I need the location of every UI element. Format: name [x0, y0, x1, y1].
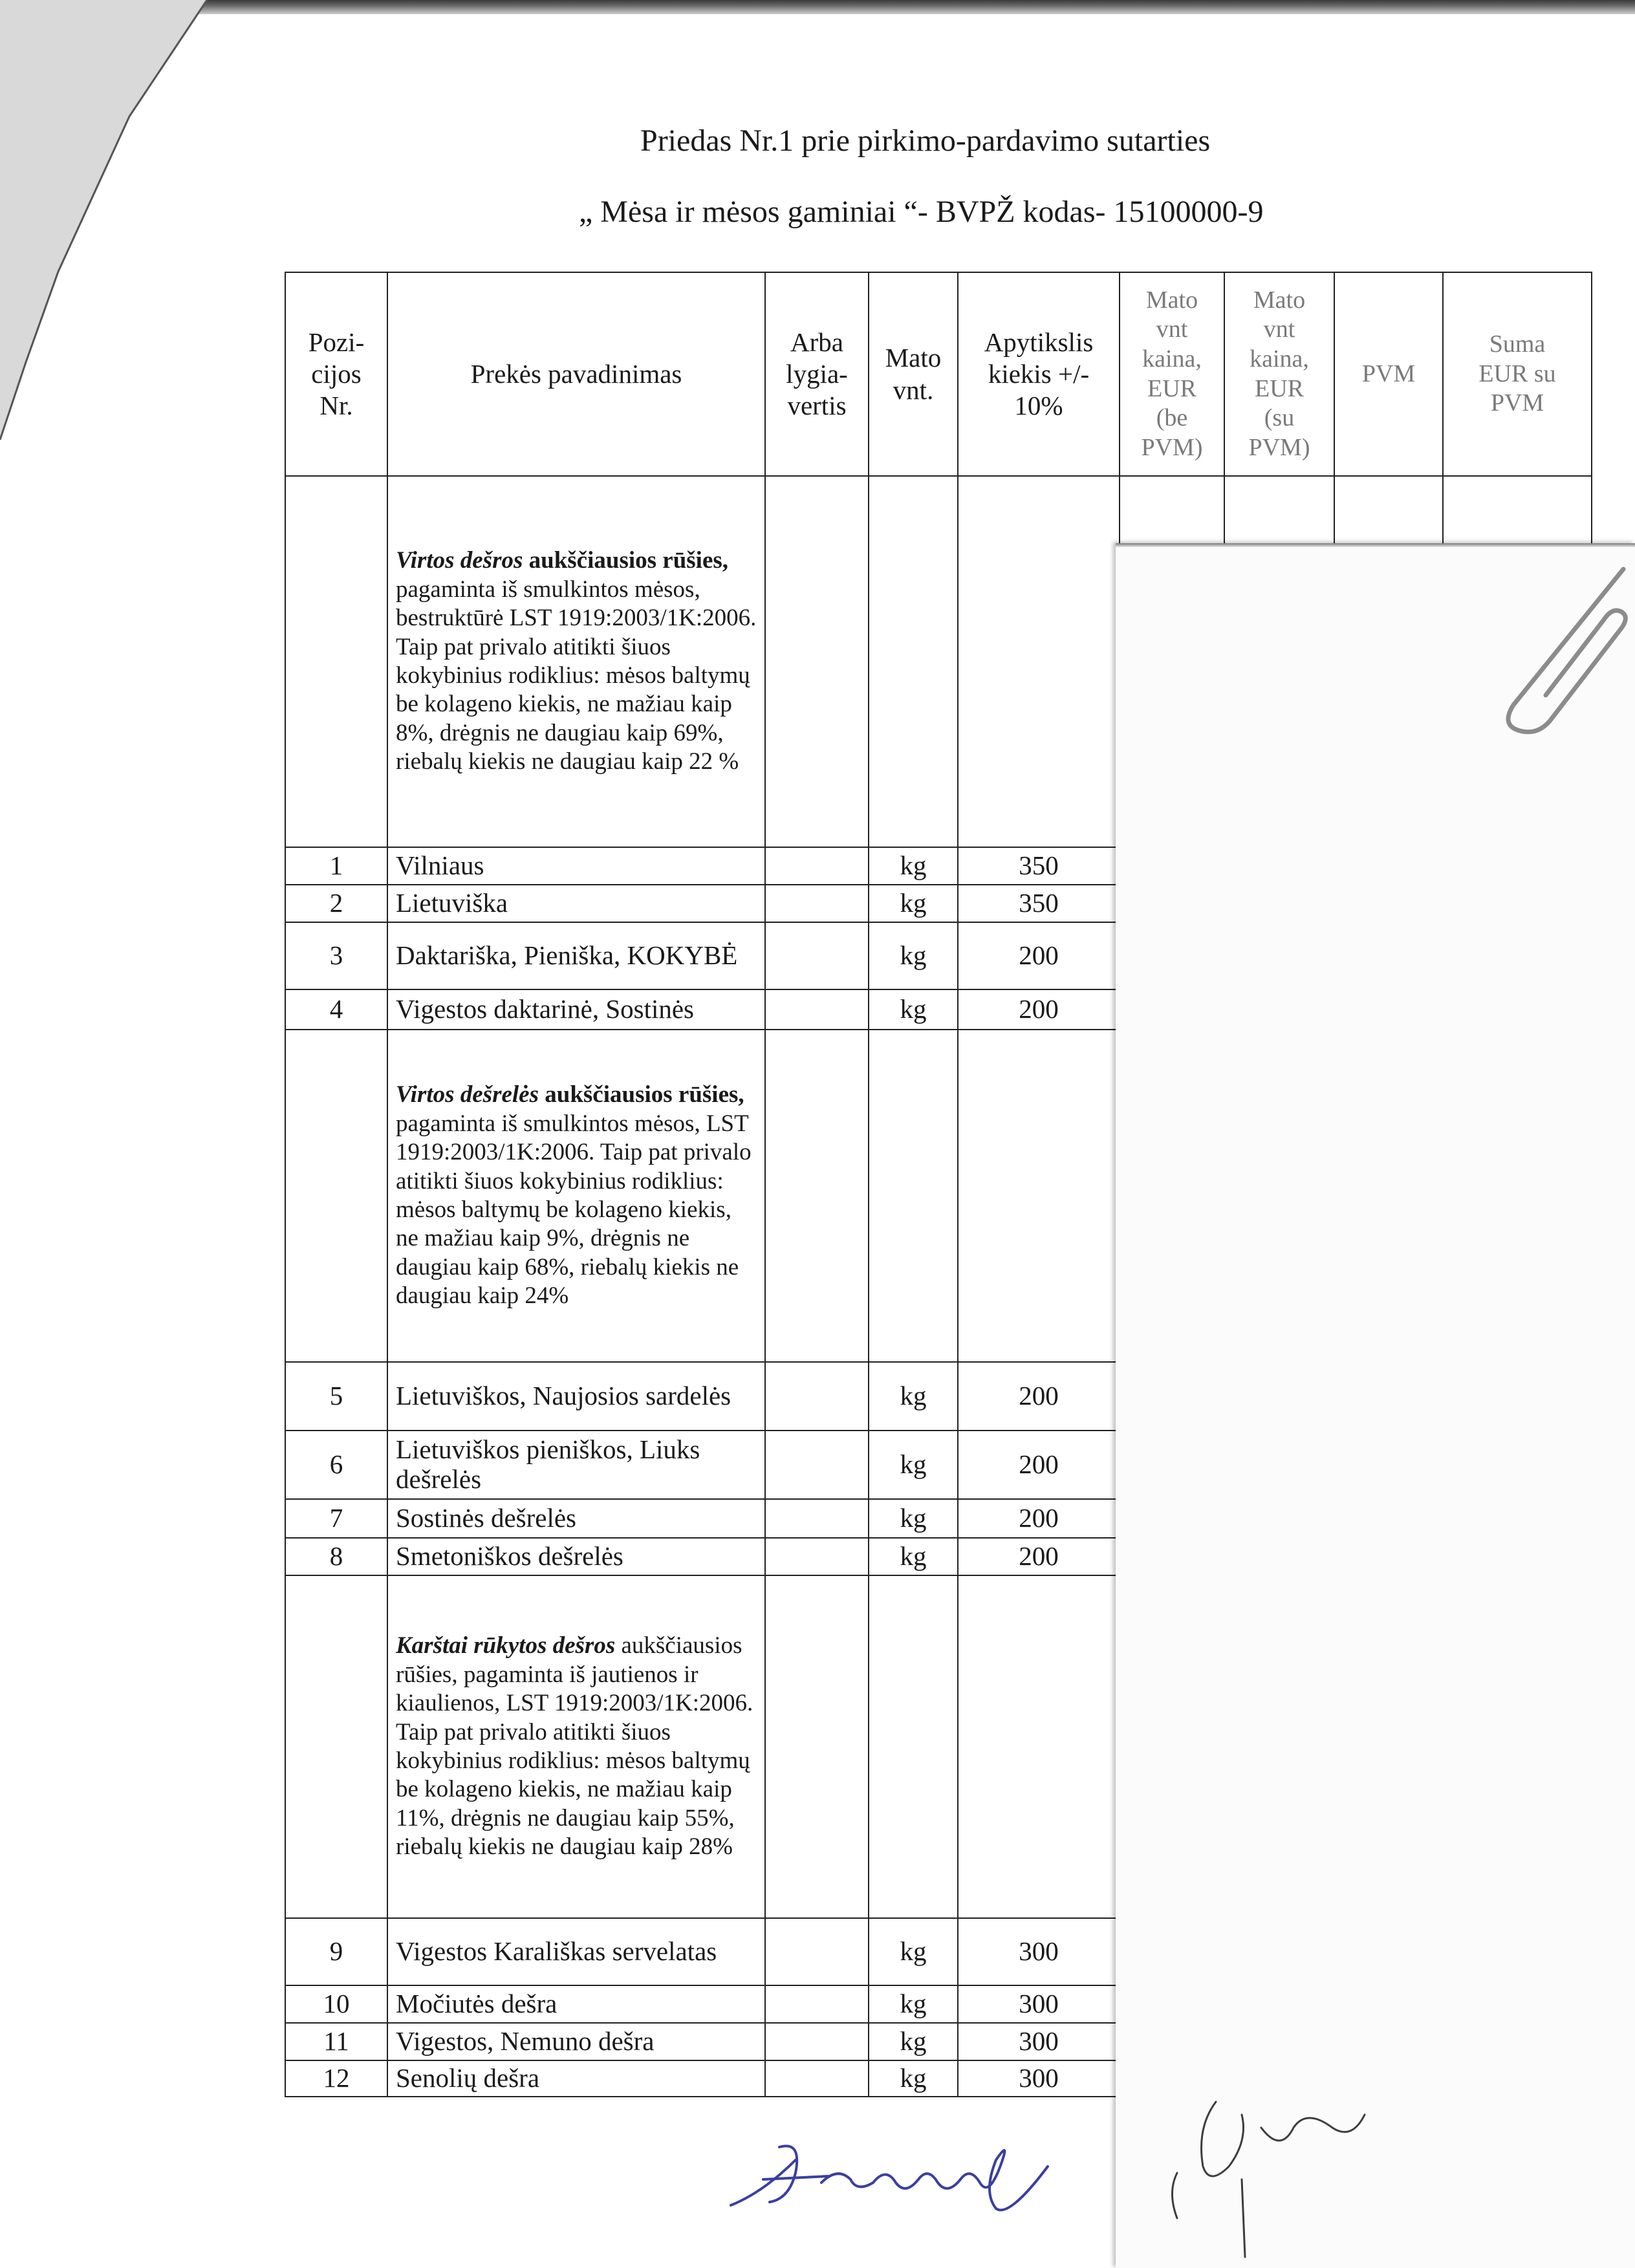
table-row: 4 Vigestos daktarinė, Sostinės kg 200 [285, 989, 1592, 1030]
table-row: 7 Sostinės dešrelės kg 200 [285, 1499, 1592, 1538]
paperclip-icon [1475, 556, 1630, 750]
table-row: 1 Vilniaus kg 350 [285, 847, 1592, 885]
col-header-unit-price-no-vat: Mato vnt kaina, EUR (be PVM) [1120, 272, 1224, 476]
signature-mark [1164, 2089, 1371, 2263]
scan-corner-fold [0, 0, 213, 504]
col-header-sum-with-vat: Suma EUR su PVM [1443, 272, 1592, 476]
col-header-unit-price-with-vat: Mato vnt kaina, EUR (su PVM) [1224, 272, 1334, 476]
table-row: 5 Lietuviškos, Naujosios sardelės kg 200 [285, 1362, 1592, 1431]
category-description: Virtos dešrelės aukščiausios rūšies, pagaminta iš smulkintos mėsos, LST 1919:2003/1K:2006. Taip pat privalo atitikti šiuos kokybinius rodiklius: mėsos baltymų be kolageno kiekis, ne mažiau kaip 9%, drėgnis ne daugiau kaip 68%, riebalų kiekis ne daugiau kaip 24% [387, 1030, 765, 1362]
table-row: 6 Lietuviškos pieniškos, Liuks dešrelės kg 200 [285, 1431, 1592, 1499]
page-subtitle: „ Mėsa ir mėsos gaminiai “- BVPŽ kodas- 15100000-9 [579, 195, 1264, 229]
col-header-position: Pozi- cijos Nr. [285, 272, 387, 476]
col-header-approx-qty: Apytikslis kiekis +/- 10% [958, 272, 1120, 476]
page-title: Priedas Nr.1 prie pirkimo-pardavimo sutarties [640, 124, 1211, 158]
table-row: 2 Lietuviška kg 350 [285, 885, 1592, 922]
signature-mark [724, 2121, 1061, 2225]
table-row: 9 Vigestos Karališkas servelatas kg 300 [285, 1918, 1592, 1985]
table-row: 11 Vigestos, Nemuno dešra kg 300 [285, 2023, 1592, 2060]
attached-sheet [1116, 543, 1635, 2268]
table-header-row [285, 272, 1592, 476]
category-description: Karštai rūkytos dešros aukščiausios rūšies, pagaminta iš jautienos ir kiaulienos, LST 1919:2003/1K:2006. Taip pat privalo atitikti šiuos kokybinius rodiklius: mėsos baltymų be kolageno kiekis, ne mažiau kaip 11%, drėgnis ne daugiau kaip 55%, riebalų kiekis ne daugiau kaip 28% [387, 1575, 765, 1918]
col-header-vat: PVM [1334, 272, 1443, 476]
category-description: Virtos dešros aukščiausios rūšies, pagaminta iš smulkintos mėsos, bestruktūrė LST 1919:2003/1K:2006. Taip pat privalo atitikti šiuos kokybinius rodiklius: mėsos baltymų be kolageno kiekis, ne mažiau kaip 8%, drėgnis ne daugiau kaip 69%, riebalų kiekis ne daugiau kaip 22 % [387, 476, 765, 847]
col-header-unit: Mato vnt. [869, 272, 958, 476]
table-row: 12 Senolių dešra kg 300 [285, 2060, 1592, 2097]
col-header-equivalent: Arba lygia- vertis [765, 272, 869, 476]
table-row: 10 Močiutės dešra kg 300 [285, 1985, 1592, 2023]
scan-edge [194, 0, 1635, 14]
table-row: 3 Daktariška, Pieniška, KOKYBĖ kg 200 [285, 922, 1592, 989]
col-header-product-name: Prekės pavadinimas [387, 272, 765, 476]
table-row: 8 Smetoniškos dešrelės kg 200 [285, 1538, 1592, 1575]
